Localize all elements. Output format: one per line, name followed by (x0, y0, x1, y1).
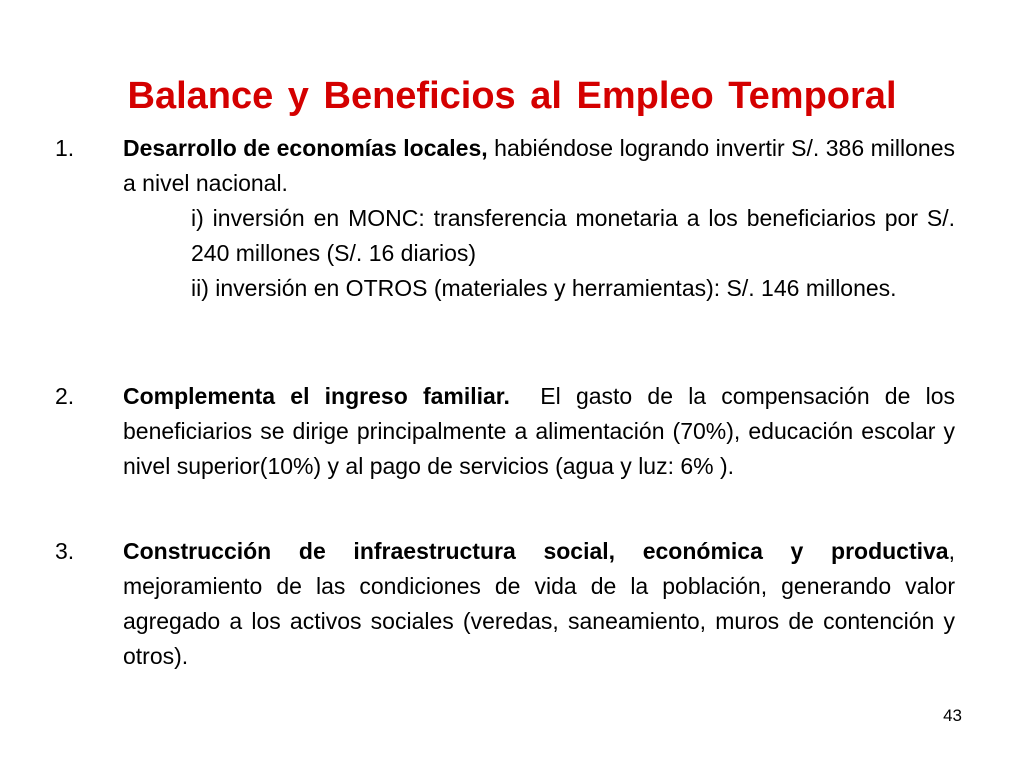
list-item-number: 1. (55, 135, 75, 161)
list-item-lead: Desarrollo de economías locales, (123, 135, 488, 161)
subitem-1: i) inversión en MONC: transferencia monetaria a los beneficiarios por S/. 240 millones (S/. 16 diarios) (191, 205, 955, 266)
list-item-body (123, 379, 962, 484)
list-item-number: 3. (55, 538, 75, 564)
list-item-text: , mejoramiento de las condiciones de vida de la población, generando valor agregado a los activos sociales (veredas, saneamiento, muros de contención y otros). (123, 538, 955, 669)
slide-title: Balance y Beneficios al Empleo Temporal (127, 75, 897, 117)
list-item-body (123, 131, 955, 201)
list-item-body (123, 534, 955, 674)
list-item-text: El gasto de la compensación de los beneficiarios se dirige principalmente a alimentación (70%), educación escolar y nivel superior(10%) y al pago de servicios (agua y luz: 6% ). (123, 383, 962, 479)
list-item-lead: Complementa el ingreso familiar. (123, 383, 510, 409)
list-item-lead: Construcción de infraestructura social, económica y productiva (123, 538, 949, 564)
page-number: 43 (943, 706, 962, 725)
subitem-2: ii) inversión en OTROS (materiales y herramientas): S/. 146 millones. (191, 275, 897, 301)
list-item-1 (55, 131, 955, 306)
list-item-3 (55, 534, 955, 674)
list-item-2 (55, 379, 962, 484)
list-item-number: 2. (55, 383, 75, 409)
list-item-text: habiéndose logrando invertir S/. 386 millones a nivel nacional. (123, 135, 955, 196)
